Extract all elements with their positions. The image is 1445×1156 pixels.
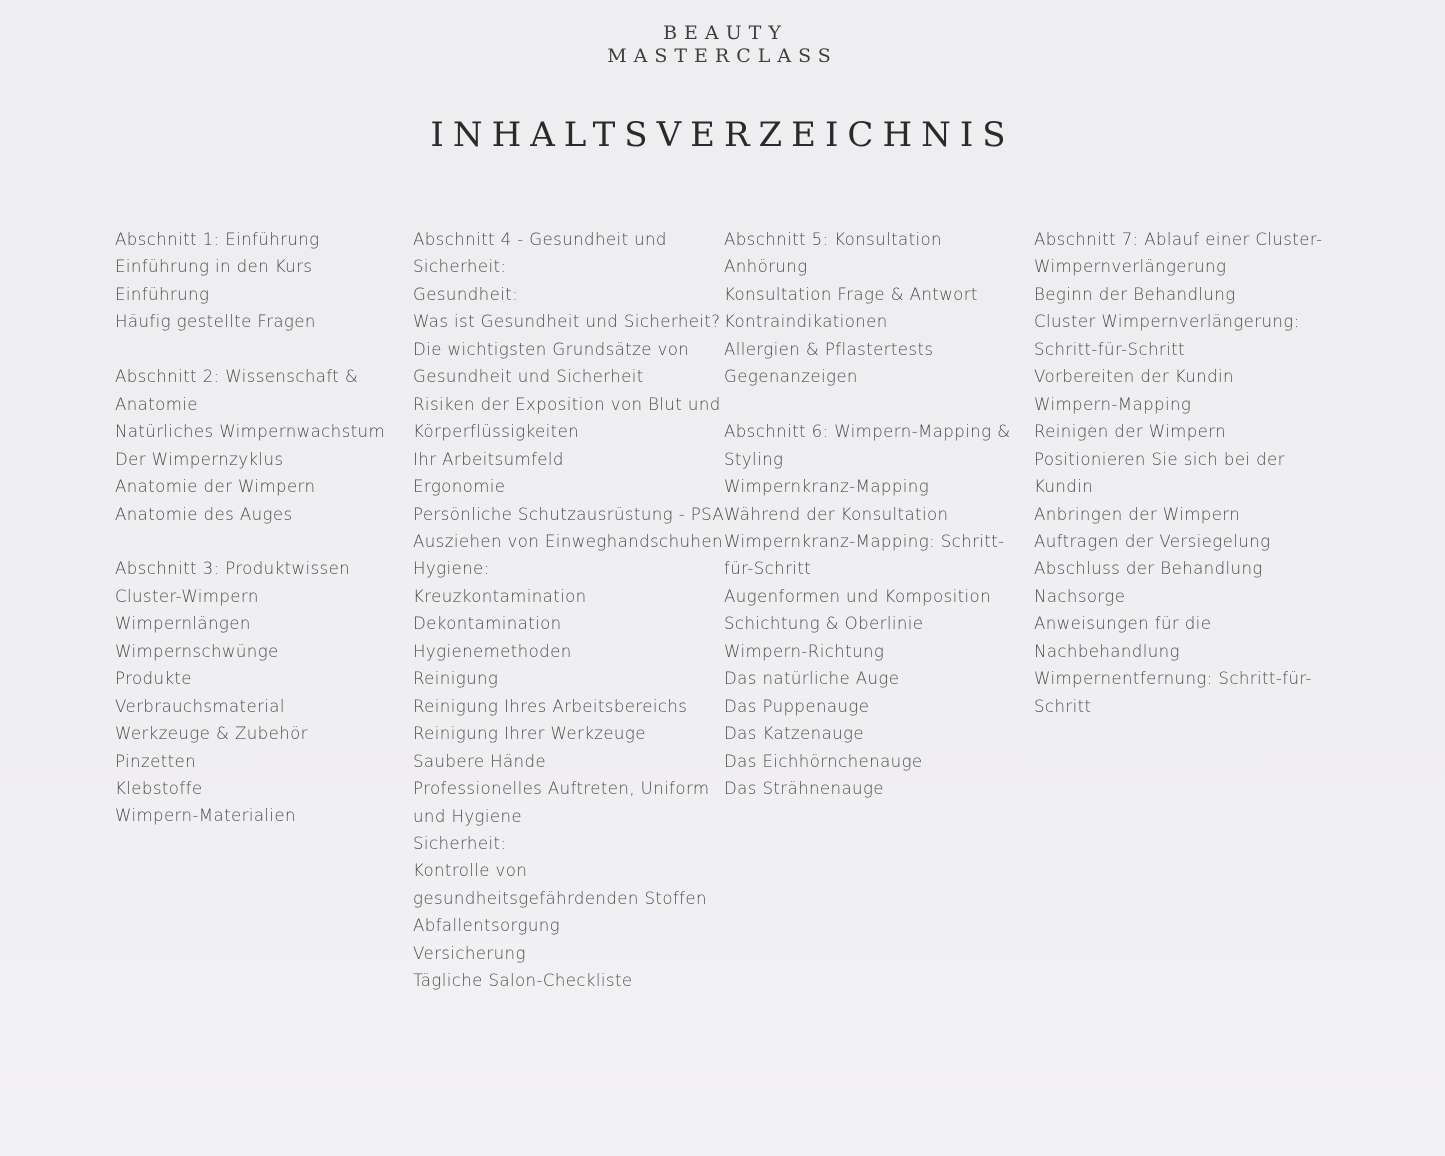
toc-entry: Beginn der Behandlung: [1034, 284, 1236, 304]
page-title: INHALTSVERZEICHNIS: [430, 115, 1015, 155]
toc-entry: Sicherheit:: [413, 257, 507, 277]
brand-line-2: MASTERCLASS: [607, 45, 838, 67]
toc-entry: Schritt-für-Schritt: [1034, 339, 1185, 359]
toc-entry: Natürliches Wimpernwachstum: [115, 422, 386, 442]
toc-entry: und Hygiene: [413, 806, 523, 826]
toc-entry: Schritt: [1034, 696, 1092, 716]
toc-entry: Ausziehen von Einweghandschuhen: [413, 531, 723, 551]
toc-entry: Kreuzkontamination: [413, 586, 587, 606]
toc-entry: Anbringen der Wimpern: [1034, 504, 1241, 524]
toc-entry: Klebstoffe: [115, 779, 203, 799]
toc-entry: Positionieren Sie sich bei der: [1034, 449, 1285, 469]
toc-entry: Die wichtigsten Grundsätze von: [413, 339, 690, 359]
toc-entry: Abschluss der Behandlung: [1034, 559, 1263, 579]
toc-entry: Schichtung & Oberlinie: [724, 614, 924, 634]
toc-entry: Reinigen der Wimpern: [1034, 422, 1227, 442]
toc-entry: Wimpern-Richtung: [724, 641, 885, 661]
toc-entry: Während der Konsultation: [724, 504, 949, 524]
toc-section-heading: Abschnitt 2: Wissenschaft &: [115, 367, 359, 387]
toc-entry: Anatomie: [115, 394, 198, 414]
toc-entry: Häufig gestellte Fragen: [115, 312, 316, 332]
toc-entry: Styling: [724, 449, 784, 469]
toc-entry: Hygiene:: [413, 559, 490, 579]
toc-entry: Abfallentsorgung: [413, 916, 561, 936]
toc-entry: Cluster-Wimpern: [115, 586, 259, 606]
toc-entry: Anweisungen für die: [1034, 614, 1212, 634]
toc-entry: Wimpernkranz-Mapping: [724, 477, 930, 497]
section-spacer: [115, 336, 385, 363]
toc-entry: gesundheitsgefährdenden Stoffen: [413, 888, 707, 908]
toc-entry: Anhörung: [724, 257, 808, 277]
toc-entry: Anatomie der Wimpern: [115, 477, 316, 497]
toc-entry: Kontraindikationen: [724, 312, 888, 332]
toc-entry: Verbrauchsmaterial: [115, 696, 285, 716]
toc-entry: Risiken der Exposition von Blut und: [413, 394, 721, 414]
brand-logo: [0, 22, 1445, 68]
toc-entry: Werkzeuge & Zubehör: [115, 724, 308, 744]
toc-entry: Wimpernentfernung: Schritt-für-: [1034, 669, 1312, 689]
toc-entry: Ihr Arbeitsumfeld: [413, 449, 564, 469]
toc-section-heading: Abschnitt 5: Konsultation: [724, 230, 942, 249]
toc-entry: Reinigung: [413, 669, 499, 689]
toc-section-heading: Abschnitt 3: Produktwissen: [115, 559, 351, 579]
toc-entry: Kontrolle von: [413, 861, 528, 881]
toc-entry: Dekontamination: [413, 614, 562, 634]
toc-entry: Wimpernschwünge: [115, 641, 279, 661]
toc-entry: Konsultation Frage & Antwort: [724, 284, 978, 304]
toc-entry: Das Strähnenauge: [724, 779, 884, 799]
toc-entry: Nachsorge: [1034, 586, 1126, 606]
toc-entry: Versicherung: [413, 943, 526, 963]
toc-entry: Wimpernlängen: [115, 614, 251, 634]
toc-entry: Gegenanzeigen: [724, 367, 858, 387]
toc-section-heading: Abschnitt 6: Wimpern-Mapping &: [724, 422, 1011, 442]
toc-entry: Das natürliche Auge: [724, 669, 900, 689]
toc-column-4: [1034, 226, 1322, 720]
section-spacer: [724, 391, 1010, 418]
toc-entry: Cluster Wimpernverlängerung:: [1034, 312, 1300, 332]
toc-entry: Allergien & Pflastertests: [724, 339, 934, 359]
toc-entry: Das Katzenauge: [724, 724, 865, 744]
toc-entry: Saubere Hände: [413, 751, 547, 771]
toc-section-heading: Abschnitt 4 - Gesundheit und: [413, 230, 667, 249]
toc-column-1: [115, 226, 385, 830]
toc-column-3: [724, 226, 1010, 803]
toc-entry: Sicherheit:: [413, 833, 507, 853]
toc-entry: Wimpernkranz-Mapping: Schritt-: [724, 531, 1005, 551]
toc-entry: für-Schritt: [724, 559, 812, 579]
toc-entry: Pinzetten: [115, 751, 197, 771]
toc-entry: Reinigung Ihrer Werkzeuge: [413, 724, 646, 744]
toc-entry: Anatomie des Auges: [115, 504, 293, 524]
toc-entry: Gesundheit und Sicherheit: [413, 367, 644, 387]
toc-section-heading: Abschnitt 7: Ablauf einer Cluster-: [1034, 230, 1323, 249]
toc-entry: Wimpern-Materialien: [115, 806, 296, 826]
toc-entry: Persönliche Schutzausrüstung - PSA: [413, 504, 725, 524]
toc-entry: Kundin: [1034, 477, 1094, 497]
toc-entry: Ergonomie: [413, 477, 506, 497]
toc-entry: Produkte: [115, 669, 192, 689]
toc-entry: Einführung in den Kurs: [115, 257, 313, 277]
toc-section-heading: Abschnitt 1: Einführung: [115, 230, 320, 249]
toc-entry: Gesundheit:: [413, 284, 519, 304]
toc-entry: Vorbereiten der Kundin: [1034, 367, 1234, 387]
brand-line-1: BEAUTY: [663, 22, 788, 44]
toc-entry: Professionelles Auftreten, Uniform: [413, 779, 710, 799]
toc-entry: Augenformen und Komposition: [724, 586, 991, 606]
toc-entry: Auftragen der Versiegelung: [1034, 531, 1271, 551]
toc-entry: Wimpern-Mapping: [1034, 394, 1192, 414]
toc-entry: Der Wimpernzyklus: [115, 449, 284, 469]
toc-entry: Körperflüssigkeiten: [413, 422, 580, 442]
toc-entry: Was ist Gesundheit und Sicherheit?: [413, 312, 721, 332]
toc-entry: Tägliche Salon-Checkliste: [413, 971, 633, 991]
toc-entry: Das Eichhörnchenauge: [724, 751, 923, 771]
toc-entry: Nachbehandlung: [1034, 641, 1180, 661]
toc-entry: Reinigung Ihres Arbeitsbereichs: [413, 696, 688, 716]
toc-entry: Das Puppenauge: [724, 696, 870, 716]
toc-entry: Hygienemethoden: [413, 641, 572, 661]
toc-column-2: [413, 226, 724, 995]
section-spacer: [115, 528, 385, 555]
toc-entry: Einführung: [115, 284, 210, 304]
toc-entry: Wimpernverlängerung: [1034, 257, 1227, 277]
